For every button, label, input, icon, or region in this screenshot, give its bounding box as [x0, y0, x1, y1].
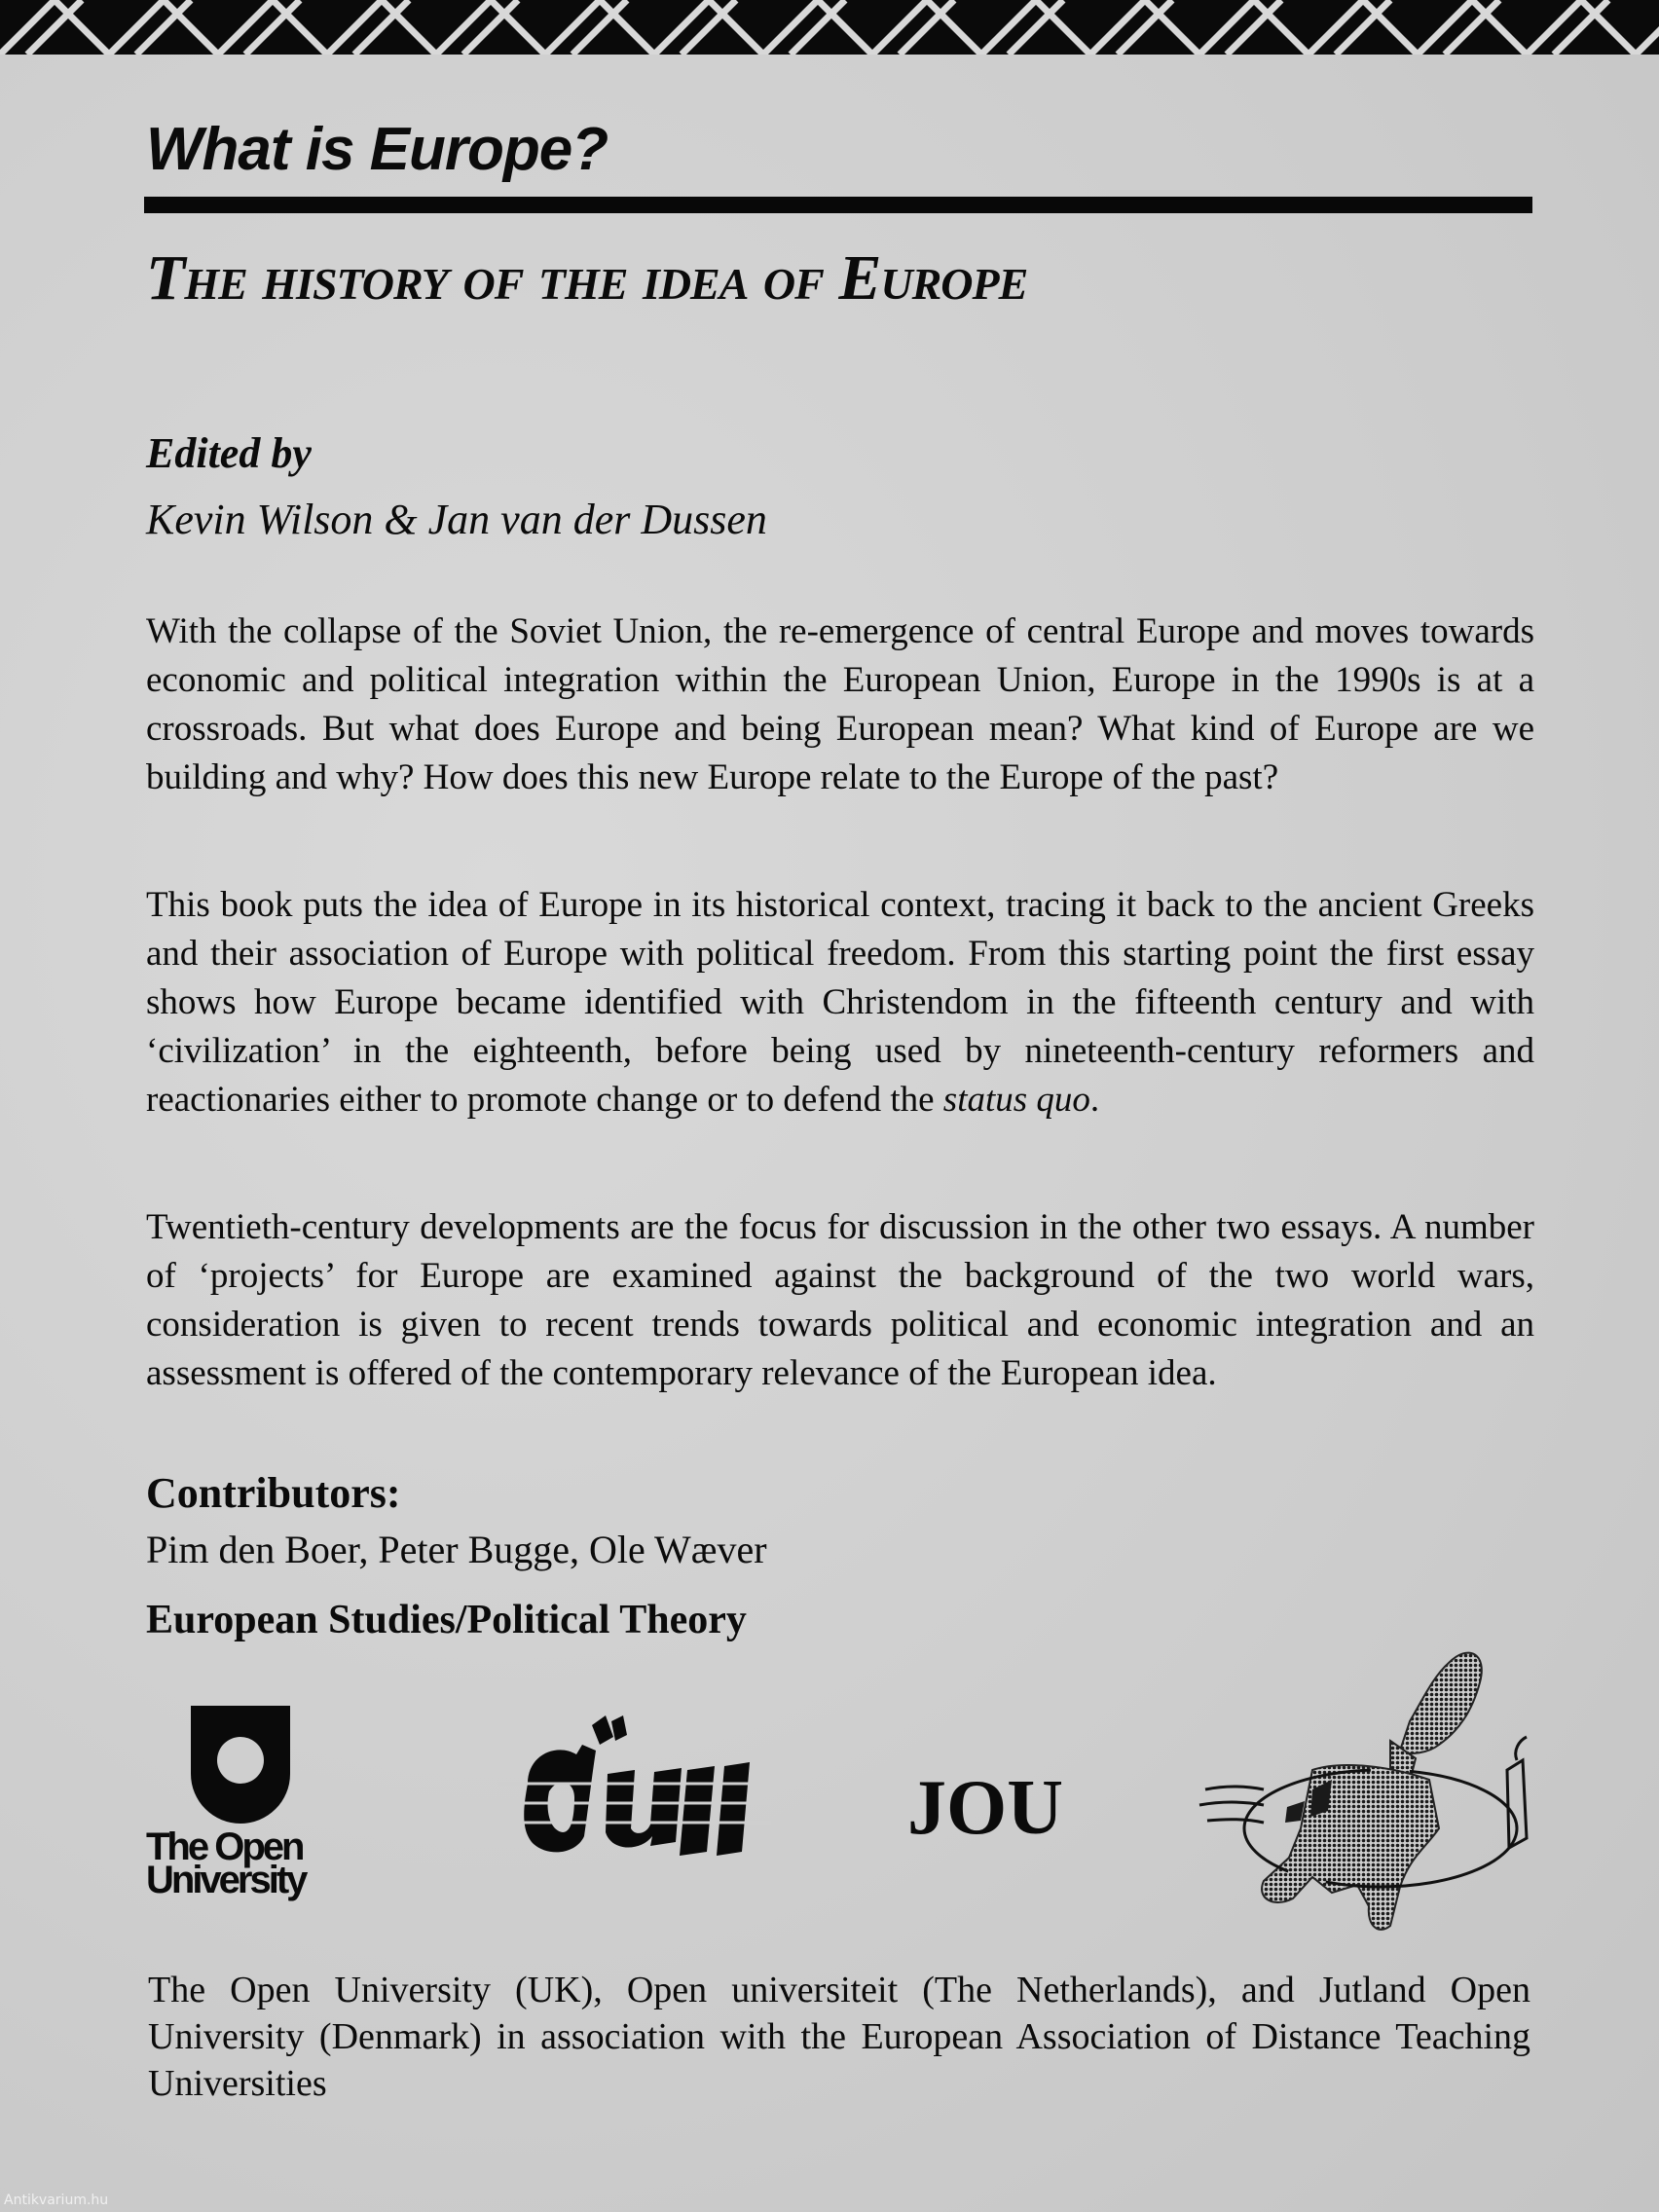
blurb-paragraph-2 [146, 881, 1534, 1124]
ou-wordmark-line2: University [146, 1859, 306, 1901]
blurb-p2-italic: status quo [942, 1080, 1090, 1120]
subject-category: European Studies/Political Theory [146, 1598, 747, 1642]
blurb-p2-end: . [1089, 1080, 1100, 1120]
jutland-open-university-logo: JOU [907, 1765, 1063, 1851]
edited-by-label: Edited by [146, 429, 312, 477]
blurb-paragraph-1: With the collapse of the Soviet Union, the re-emergence of central Europe and moves towards economic and political integration within the European Union, Europe in the 1990s is at a crossroads. But what does Europe and being European mean? What kind of Europe are we building and why? How does this new Europe relate to the Europe of the past? [146, 611, 1534, 797]
blurb-p2-text: This book puts the idea of Europe in its historical context, tracing it back to the ancient Greeks and their association of Europe with political freedom. From this starting point the first essay shows how Europe became identified with Christendom in the fifteenth century and with ‘civilization’ in the eighteenth, before being used by nineteenth-century reformers and reactionaries either to promote change or to defend the [146, 885, 1534, 1120]
eadtu-europe-map-logo-icon [1196, 1643, 1538, 1955]
ou-wordmark [146, 1825, 306, 1901]
open-universiteit-logo-icon [498, 1715, 771, 1871]
series-title: What is Europe? [146, 116, 608, 183]
blurb-paragraph-3: Twentieth-century developments are the focus for discussion in the other two essays. A number of ‘projects’ for Europe are examined against the background of the two world wars, consideration is given to recent trends towards political and economic integration and an assessment is offered of the contemporary relevance of the European idea. [146, 1207, 1534, 1393]
ou-shield-icon [187, 1706, 294, 1826]
editors: Kevin Wilson & Jan van der Dussen [146, 496, 767, 543]
publisher-footer: The Open University (UK), Open universiteit (The Netherlands), and Jutland Open University (Denmark) in association with the European Association of Distance Teaching Universities [148, 1970, 1530, 2104]
contributors-names: Pim den Boer, Peter Bugge, Ole Wæver [146, 1528, 767, 1571]
decorative-border [0, 0, 1659, 55]
book-title: The history of the idea of Europe [146, 242, 1028, 313]
open-university-logo [146, 1706, 331, 1920]
title-rule [144, 197, 1532, 213]
watermark: Antikvarium.hu [4, 2193, 109, 2208]
contributors-heading: Contributors: [146, 1469, 401, 1517]
ou-wordmark-line1: The Open [146, 1825, 303, 1868]
